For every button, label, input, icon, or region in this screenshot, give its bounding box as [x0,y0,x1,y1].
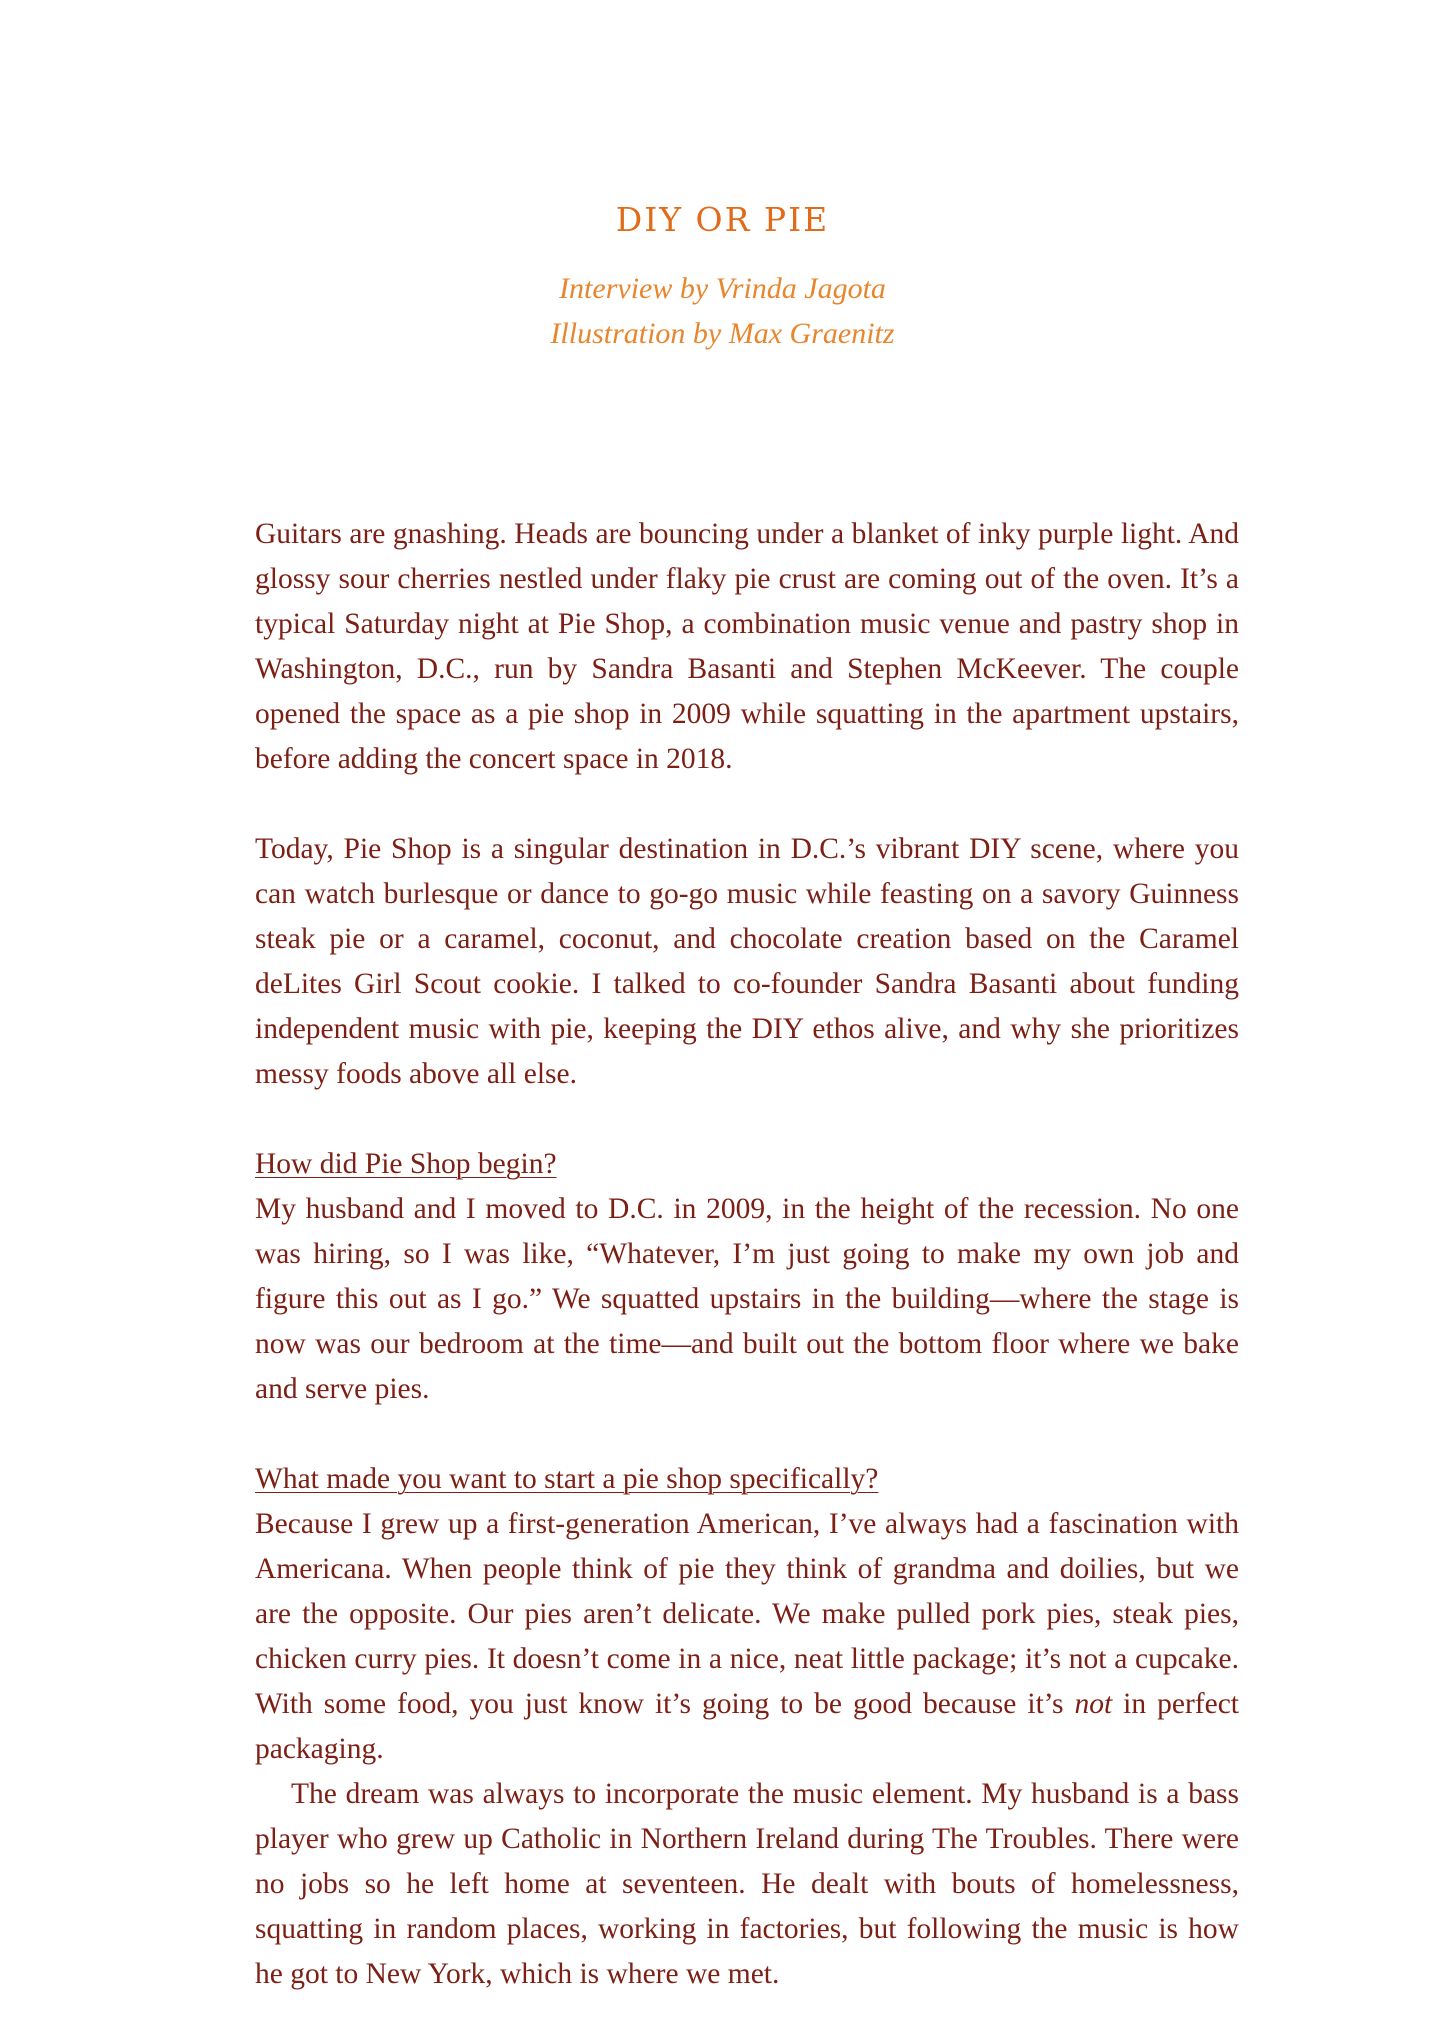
paragraph-gap [255,782,1239,827]
intro-paragraph-2: Today, Pie Shop is a singular destination in D.C.’s vibrant DIY scene, where you can watch burlesque or dance to go-go music while feasting on a savory Guinness steak pie or a caramel, coconut, and chocolate creation based on the Caramel deLites Girl Scout cookie. I talked to co-founder Sandra Basanti about funding independent music with pie, keeping the DIY ethos alive, and why she prioritizes messy foods above all else. [255,833,1239,1090]
byline-interview: Interview by Vrinda Jagota [559,272,886,305]
answer-2-paragraph-2: The dream was always to incorporate the music element. My husband is a bass player who grew up Catholic in Northern Ireland during The Troubles. There were no jobs so he left home at seventeen. He dealt with bouts of homelessness, squatting in random places, working in factories, but following the music is how he got to New York, which is where we met. [255,1778,1239,1990]
answer-2-text-end: in perfect packaging. [255,1688,1239,1765]
paragraph-gap [255,1097,1239,1142]
answer-2-text-start: Because I grew up a first-generation American, I’ve always had a fascination with Americana. When people think of pie they think of grandma and doilies, but we are the opposite. Our pies aren’t delicate. We make pulled pork pies, steak pies, chicken curry pies. It doesn’t come in a nice, neat little package; it’s not a cupcake. With some food, you just know it’s going to be good because it’s [255,1508,1239,1720]
question-1: How did Pie Shop begin? [255,1148,557,1180]
answer-2 [255,1502,1239,1772]
question-2: What made you want to start a pie shop specifically? [255,1463,879,1495]
paragraph-gap [255,1412,1239,1457]
article-body [255,512,1239,1997]
answer-1: My husband and I moved to D.C. in 2009, in the height of the recession. No one was hiring, so I was like, “Whatever, I’m just going to make my own job and figure this out as I go.” We squatted upstairs in the building—where the stage is now was our bedroom at the time—and built out the bottom floor where we bake and serve pies. [255,1193,1239,1405]
intro-paragraph-1: Guitars are gnashing. Heads are bouncing under a blanket of inky purple light. And glossy sour cherries nestled under flaky pie crust are coming out of the oven. It’s a typical Saturday night at Pie Shop, a combination music venue and pastry shop in Washington, D.C., run by Sandra Basanti and Stephen McKeever. The couple opened the space as a pie shop in 2009 while squatting in the apartment upstairs, before adding the concert space in 2018. [255,518,1239,775]
answer-2-emphasis: not [1074,1688,1113,1720]
byline-illustration: Illustration by Max Graenitz [550,317,895,350]
article-title: DIY OR PIE [615,200,830,239]
